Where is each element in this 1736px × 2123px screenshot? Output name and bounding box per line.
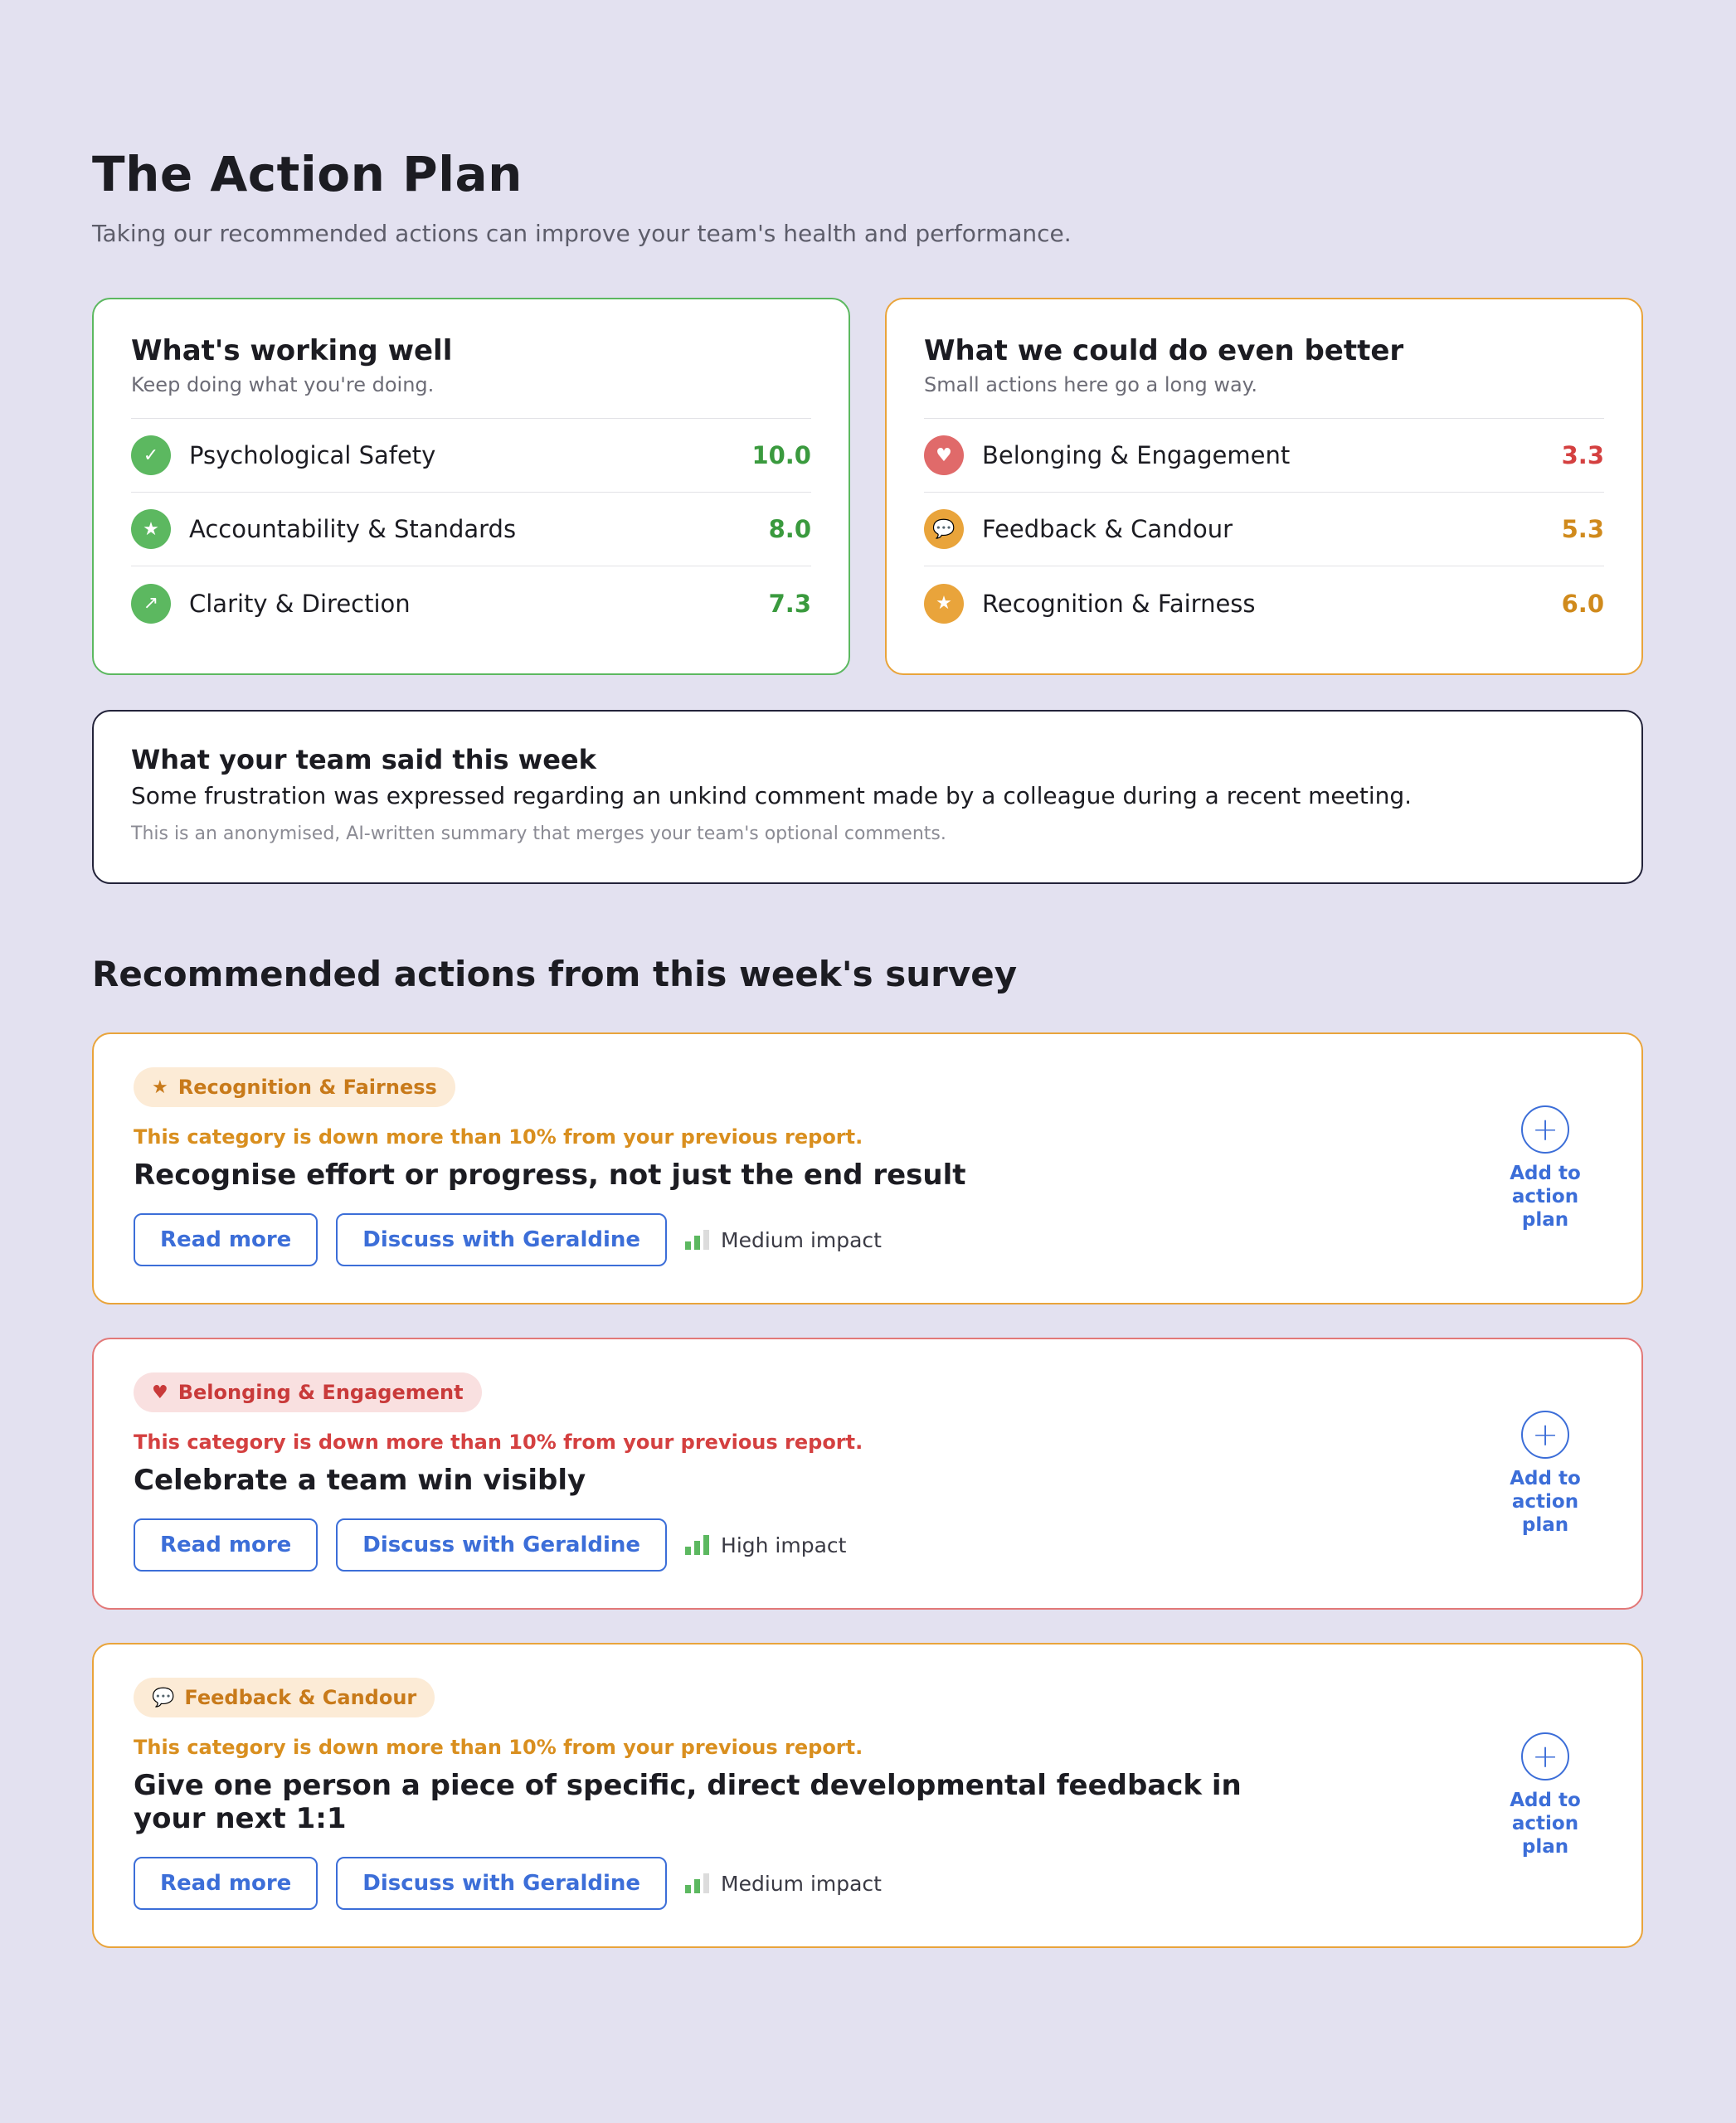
add-to-action-plan-label: Add to action plan [1510, 1163, 1581, 1231]
action-title: Recognise effort or progress, not just the end result [134, 1159, 966, 1192]
summary-row [92, 298, 1643, 675]
recommended-actions-title: Recommended actions from this week's survey [92, 954, 1018, 994]
impact-bar [703, 1535, 709, 1555]
action-controls [134, 1857, 1602, 1910]
check-icon: ✓ [131, 435, 171, 475]
star-icon: ★ [131, 509, 171, 549]
action-plan-page [92, 141, 1643, 1948]
impact-bar [703, 1873, 709, 1893]
discuss-button[interactable]: Discuss with Geraldine [336, 1518, 667, 1572]
plus-icon: + [1521, 1105, 1569, 1154]
metric-row [924, 419, 1604, 493]
category-badge [134, 1678, 435, 1717]
metric-row [924, 493, 1604, 566]
working-well-title: What's working well [131, 334, 453, 367]
plus-icon: + [1521, 1411, 1569, 1459]
do-better-subtitle: Small actions here go a long way. [924, 373, 1258, 396]
category-label: Recognition & Fairness [177, 1076, 437, 1099]
discuss-button[interactable]: Discuss with Geraldine [336, 1857, 667, 1910]
metric-score: 10.0 [751, 441, 811, 469]
team-said-disclaimer: This is an anonymised, AI-written summary that merges your team's optional comments. [131, 823, 946, 844]
add-to-action-plan-button[interactable] [1487, 1339, 1603, 1608]
impact-bar [694, 1879, 700, 1893]
impact-bar [703, 1230, 709, 1250]
impact-label: High impact [721, 1533, 847, 1557]
team-said-summary: Some frustration was expressed regarding an unkind comment made by a colleague during a recent meeting. [131, 782, 1413, 809]
speech-bubble-icon: 💬 [152, 1687, 175, 1708]
speech-bubble-icon: 💬 [924, 509, 964, 549]
action-controls [134, 1518, 1602, 1572]
add-to-action-plan-label: Add to action plan [1510, 1468, 1581, 1536]
metric-score: 7.3 [768, 589, 811, 618]
metric-score: 6.0 [1561, 589, 1604, 618]
impact-label: Medium impact [721, 1871, 882, 1896]
category-badge [134, 1372, 482, 1412]
metric-label: Clarity & Direction [189, 589, 411, 618]
add-to-action-plan-label: Add to action plan [1510, 1790, 1581, 1858]
action-card [92, 1643, 1643, 1948]
recommended-actions-list [92, 1032, 1643, 1948]
action-title: Give one person a piece of specific, direct developmental feedback in your next 1:1 [134, 1769, 1242, 1835]
page-title: The Action Plan [92, 146, 523, 202]
impact-indicator [685, 1228, 882, 1252]
do-better-list [924, 418, 1604, 640]
action-controls [134, 1213, 1602, 1266]
action-title: Celebrate a team win visibly [134, 1464, 586, 1497]
team-said-card [92, 710, 1643, 884]
add-to-action-plan-button[interactable] [1487, 1034, 1603, 1303]
impact-indicator [685, 1872, 882, 1896]
action-card [92, 1032, 1643, 1304]
metric-label: Belonging & Engagement [982, 441, 1291, 469]
working-well-list [131, 418, 811, 640]
impact-bar [694, 1236, 700, 1250]
heart-icon: ♥ [924, 435, 964, 475]
metric-row [924, 566, 1604, 640]
metric-score: 8.0 [768, 515, 811, 543]
metric-row [131, 419, 811, 493]
add-to-action-plan-button[interactable] [1487, 1644, 1603, 1946]
metric-label: Psychological Safety [189, 441, 436, 469]
trend-up-icon: ↗ [131, 584, 171, 624]
discuss-button[interactable]: Discuss with Geraldine [336, 1213, 667, 1266]
metric-label: Feedback & Candour [982, 515, 1233, 543]
impact-bar [685, 1547, 691, 1555]
metric-score: 5.3 [1561, 515, 1604, 543]
do-better-title: What we could do even better [924, 334, 1404, 367]
working-well-subtitle: Keep doing what you're doing. [131, 373, 435, 396]
impact-bar [694, 1541, 700, 1555]
star-icon: ★ [152, 1076, 168, 1098]
metric-label: Accountability & Standards [189, 515, 517, 543]
read-more-button[interactable]: Read more [134, 1857, 318, 1910]
decline-warning: This category is down more than 10% from your previous report. [134, 1125, 863, 1149]
category-label: Belonging & Engagement [177, 1381, 464, 1404]
impact-indicator [685, 1533, 846, 1557]
signal-bars-icon [685, 1535, 709, 1555]
impact-bar [685, 1885, 691, 1893]
impact-label: Medium impact [721, 1227, 882, 1252]
signal-bars-icon [685, 1230, 709, 1250]
decline-warning: This category is down more than 10% from your previous report. [134, 1431, 863, 1454]
page-subtitle: Taking our recommended actions can improve your team's health and performance. [92, 220, 1072, 247]
category-label: Feedback & Candour [184, 1686, 417, 1709]
category-badge [134, 1067, 455, 1107]
metric-row [131, 493, 811, 566]
team-said-title: What your team said this week [131, 744, 596, 775]
read-more-button[interactable]: Read more [134, 1518, 318, 1572]
action-card [92, 1338, 1643, 1610]
impact-bar [685, 1241, 691, 1250]
metric-label: Recognition & Fairness [982, 589, 1256, 618]
heart-icon: ♥ [152, 1382, 168, 1403]
decline-warning: This category is down more than 10% from your previous report. [134, 1736, 863, 1759]
read-more-button[interactable]: Read more [134, 1213, 318, 1266]
do-better-card [885, 298, 1643, 675]
metric-row [131, 566, 811, 640]
star-icon: ★ [924, 584, 964, 624]
working-well-card [92, 298, 850, 675]
plus-icon: + [1521, 1732, 1569, 1781]
signal-bars-icon [685, 1873, 709, 1893]
metric-score: 3.3 [1561, 441, 1604, 469]
